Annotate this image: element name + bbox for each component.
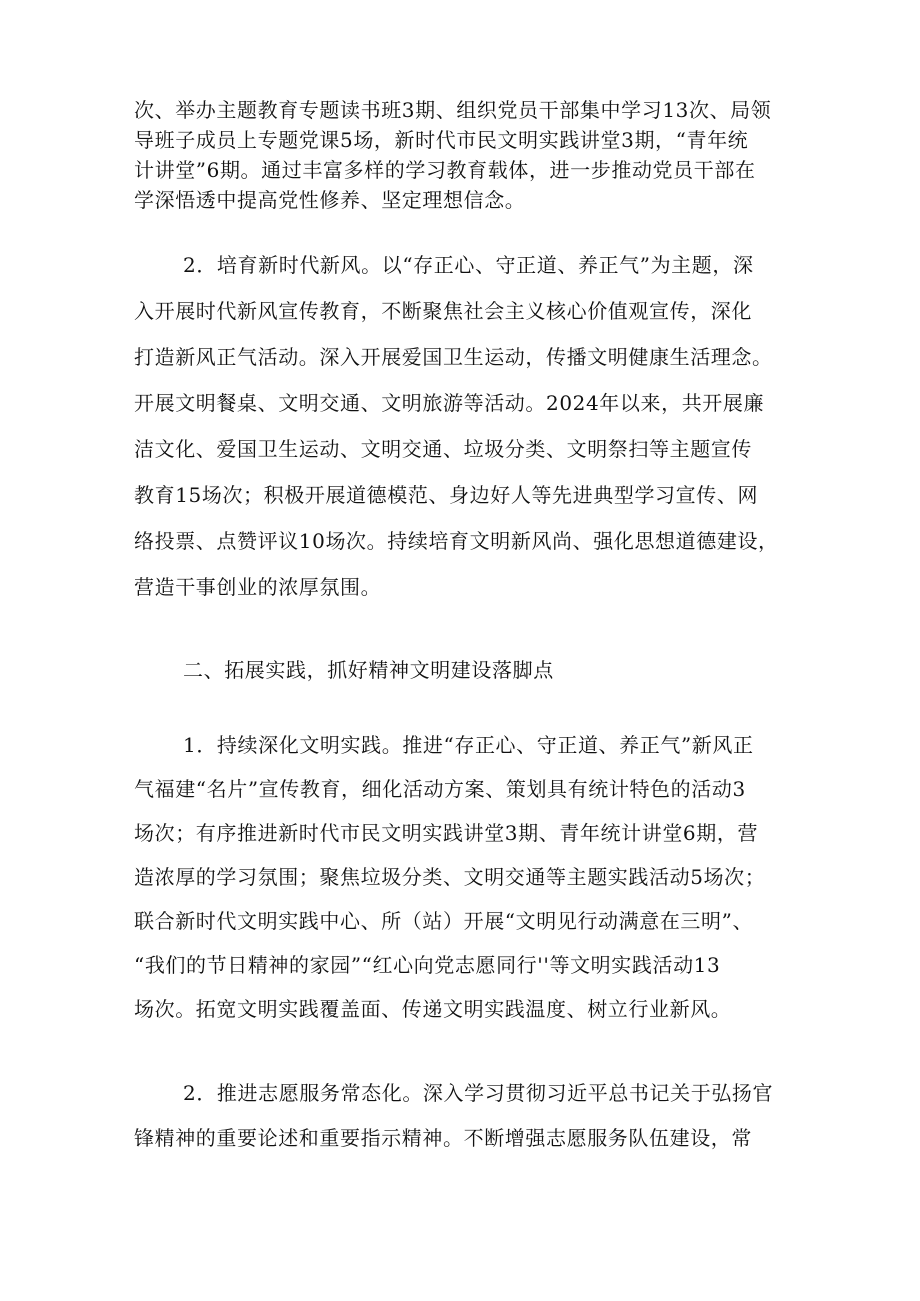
paragraph-line: 联合新时代文明实践中心、所（站）开展“文明见行动满意在三明”、 [134, 909, 754, 933]
paragraph-line: 次、举办主题教育专题读书班3期、组织党员干部集中学习13次、局领 [134, 98, 772, 122]
paragraph-line: 造浓厚的学习氛围；聚焦垃圾分类、文明交通等主题实践活动5场次； [134, 865, 766, 889]
paragraph-line: 络投票、点赞评议10场次。持续培育文明新风尚、强化思想道德建设， [134, 529, 779, 553]
paragraph-line: 场次。拓宽文明实践覆盖面、传递文明实践温度、树立行业新风。 [134, 997, 732, 1021]
paragraph-line: 锋精神的重要论述和重要指示精神。不断增强志愿服务队伍建设，常 [134, 1126, 752, 1150]
paragraph-line: 计讲堂”6期。通过丰富多样的学习教育载体，进一步推动党员干部在 [134, 158, 756, 182]
paragraph-line: “我们的节日精神的家园”“红心向党志愿同行''等文明实践活动13 [134, 953, 721, 977]
paragraph-line: 场次；有序推进新时代市民文明实践讲堂3期、青年统计讲堂6期，营 [134, 821, 759, 845]
paragraph-line: 开展文明餐桌、文明交通、文明旅游等活动。2024年以来，共开展廉 [134, 391, 765, 415]
paragraph-line: 打造新风正气活动。深入开展爱国卫生运动，传播文明健康生活理念。 [134, 345, 773, 369]
paragraph-line: 教育15场次；积极开展道德模范、身边好人等先进典型学习宣传、网 [134, 483, 759, 507]
paragraph-line: 1．持续深化文明实践。推进“存正心、守正道、养正气”新风正 [183, 733, 754, 757]
paragraph-line: 导班子成员上专题党课5场，新时代市民文明实践讲堂3期，“青年统 [134, 128, 749, 152]
paragraph-line: 营造干事创业的浓厚氛围。 [134, 575, 382, 599]
paragraph-line: 入开展时代新风宣传教育，不断聚焦社会主义核心价值观宣传，深化 [134, 299, 752, 323]
paragraph-line: 洁文化、爱国卫生运动、文明交通、垃圾分类、文明祭扫等主题宣传 [134, 437, 752, 461]
paragraph-line: 学深悟透中提高党性修养、坚定理想信念。 [134, 188, 526, 212]
paragraph-line: 气福建“名片”宣传教育，细化活动方案、策划具有统计特色的活动3 [134, 777, 746, 801]
section-heading: 二、拓展实践，抓好精神文明建设落脚点 [183, 658, 554, 682]
paragraph-line: 2．推进志愿服务常态化。深入学习贯彻习近平总书记关于弘扬官 [183, 1081, 774, 1105]
paragraph-line: 2．培育新时代新风。以“存正心、守正道、养正气”为主题，深 [183, 253, 754, 277]
